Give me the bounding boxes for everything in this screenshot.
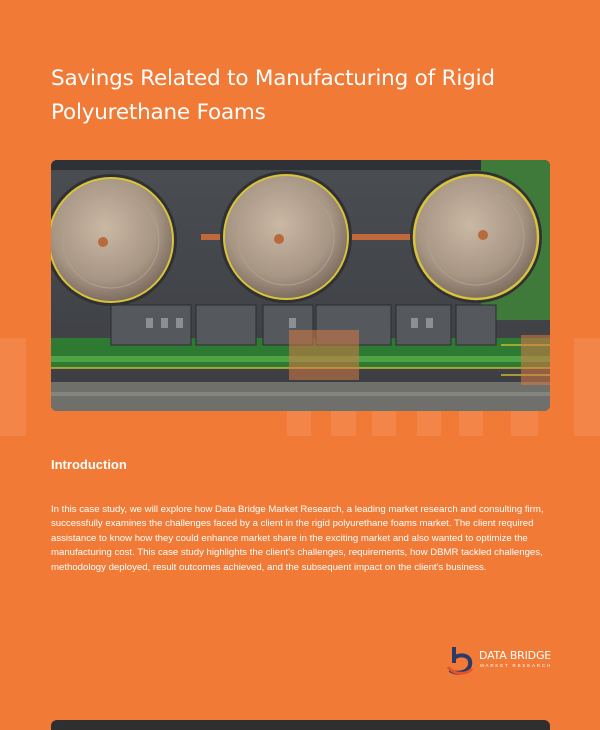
- next-page-edge: [51, 720, 550, 730]
- logo-name: DATA BRIDGE: [479, 649, 552, 662]
- page-title: Savings Related to Manufacturing of Rigid Polyurethane Foams: [51, 66, 495, 125]
- logo-tagline: MARKET RESEARCH: [480, 663, 552, 668]
- hero-image-storage-tanks: [51, 160, 550, 411]
- introduction-heading: Introduction: [51, 457, 127, 472]
- data-bridge-logo-icon: [446, 645, 476, 677]
- introduction-body: In this case study, we will explore how Data Bridge Market Research, a leading market research and consulting firm, successfully examines the challenges faced by a client in the rigid polyurethane foams market. The client required assistance to know how they could enhance market share in the exciting market and also wanted to optimize the manufacturing cost. This case study highlights the client's challenges, requirements, how DBMR tackled challenges, methodology deployed, result outcomes achieved, and the subsequent impact on the client's business.: [51, 504, 544, 573]
